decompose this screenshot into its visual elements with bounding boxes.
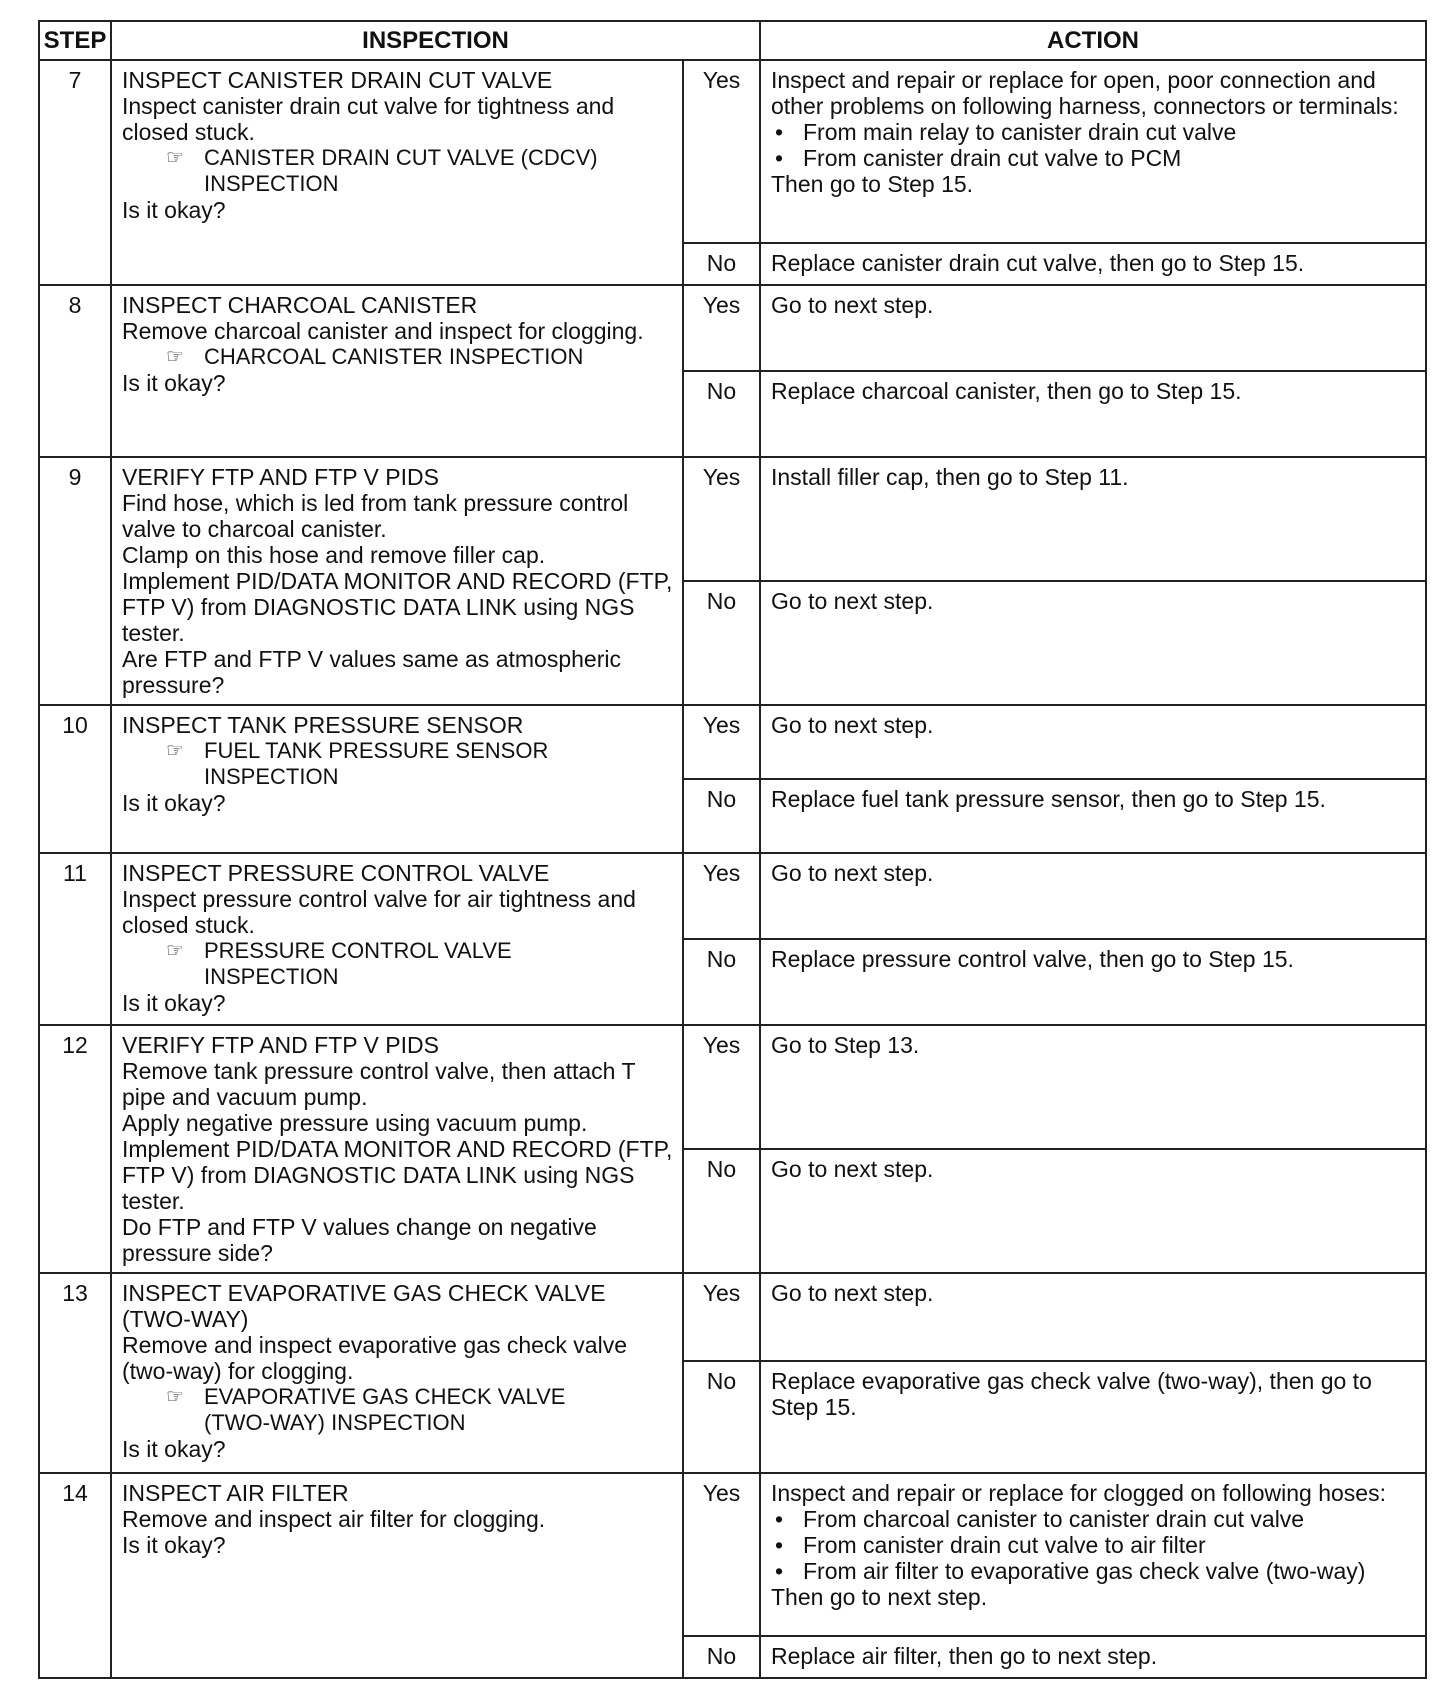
inspection-question: Is it okay? (122, 197, 226, 223)
bullet-item (771, 145, 1415, 171)
step-number: 12 (39, 1025, 111, 1273)
yes-label: Yes (683, 705, 760, 779)
inspection-instructions: Remove tank pressure control valve, then attach T pipe and vacuum pump. Apply negative pressure using vacuum pump. Implement PID/DATA MONITOR AND RECORD (FTP, FTP V) from DIAGNOSTIC DATA LINK using NGS tester. Do FTP and FTP V values change on negative pressure side? (122, 1058, 673, 1266)
inspection-title: VERIFY FTP AND FTP V PIDS (122, 1032, 439, 1058)
yes-action (760, 1473, 1426, 1636)
yes-label: Yes (683, 853, 760, 939)
table-row (39, 1025, 1426, 1149)
table-row (39, 705, 1426, 779)
table-header-row (39, 21, 1426, 60)
bullet-text: From air filter to evaporative gas check valve (two-way) (803, 1558, 1366, 1584)
yes-action (760, 457, 1426, 581)
yes-action (760, 853, 1426, 939)
yes-action (760, 705, 1426, 779)
step-number: 7 (39, 60, 111, 285)
pointing-hand-icon: ☞ (166, 740, 184, 762)
table-row (39, 1473, 1426, 1636)
yes-action-outro: Then go to Step 15. (771, 171, 974, 197)
inspection-question: Is it okay? (122, 1436, 226, 1462)
no-label: No (683, 243, 760, 285)
header-inspection: INSPECTION (111, 21, 760, 60)
reference-text: PRESSURE CONTROL VALVE INSPECTION (204, 938, 512, 989)
bullet-item (771, 1558, 1415, 1584)
inspection-instructions: Remove charcoal canister and inspect for clogging. (122, 318, 644, 344)
table-row (39, 457, 1426, 581)
pointing-hand-icon: ☞ (166, 147, 184, 169)
yes-action-text: Install filler cap, then go to Step 11. (771, 464, 1129, 490)
inspection-question: Is it okay? (122, 990, 226, 1016)
no-action: Replace charcoal canister, then go to Step 15. (760, 371, 1426, 457)
inspection-question: Is it okay? (122, 370, 226, 396)
inspection-cell (111, 705, 683, 853)
no-action: Replace canister drain cut valve, then go to Step 15. (760, 243, 1426, 285)
no-label: No (683, 371, 760, 457)
inspection-cell (111, 60, 683, 285)
bullet-item (771, 119, 1415, 145)
yes-action-text: Go to next step. (771, 1280, 934, 1306)
step-number: 9 (39, 457, 111, 705)
inspection-title: INSPECT CHARCOAL CANISTER (122, 292, 478, 318)
no-label: No (683, 1149, 760, 1273)
table-row (39, 285, 1426, 371)
yes-action (760, 285, 1426, 371)
reference-text: CHARCOAL CANISTER INSPECTION (204, 344, 584, 369)
inspection-title: INSPECT AIR FILTER (122, 1480, 349, 1506)
no-action: Replace fuel tank pressure sensor, then go to Step 15. (760, 779, 1426, 853)
no-action: Go to next step. (760, 1149, 1426, 1273)
yes-action (760, 1273, 1426, 1361)
bullet-text: From canister drain cut valve to air filter (803, 1532, 1206, 1558)
yes-action-text: Inspect and repair or replace for clogged on following hoses: (771, 1480, 1386, 1506)
yes-action-text: Go to Step 13. (771, 1032, 920, 1058)
yes-label: Yes (683, 60, 760, 243)
diagnostic-procedure-table (38, 20, 1427, 1679)
yes-action (760, 60, 1426, 243)
pointing-hand-icon: ☞ (166, 1386, 184, 1408)
inspection-cell (111, 853, 683, 1025)
bullet-text: From charcoal canister to canister drain cut valve (803, 1506, 1305, 1532)
step-number: 14 (39, 1473, 111, 1678)
no-action: Replace evaporative gas check valve (two-way), then go to Step 15. (760, 1361, 1426, 1473)
inspection-cell (111, 457, 683, 705)
reference-link (122, 344, 674, 370)
reference-text: EVAPORATIVE GAS CHECK VALVE (TWO-WAY) INSPECTION (204, 1384, 566, 1435)
inspection-title: VERIFY FTP AND FTP V PIDS (122, 464, 439, 490)
bullet-text: From canister drain cut valve to PCM (803, 145, 1182, 171)
inspection-cell (111, 285, 683, 457)
bullet-icon: • (775, 145, 784, 171)
table-body (39, 60, 1426, 1678)
bullet-item (771, 1506, 1415, 1532)
bullet-icon: • (775, 1506, 784, 1532)
bullet-icon: • (775, 1532, 784, 1558)
header-action: ACTION (760, 21, 1426, 60)
yes-action-text: Go to next step. (771, 860, 934, 886)
no-label: No (683, 1636, 760, 1678)
inspection-instructions: Inspect pressure control valve for air tightness and closed stuck. (122, 886, 636, 938)
yes-action-outro: Then go to next step. (771, 1584, 988, 1610)
inspection-instructions: Inspect canister drain cut valve for tightness and closed stuck. (122, 93, 615, 145)
pointing-hand-icon: ☞ (166, 346, 184, 368)
no-label: No (683, 581, 760, 705)
inspection-instructions: Find hose, which is led from tank pressure control valve to charcoal canister. Clamp on this hose and remove filler cap. Implement PID/DATA MONITOR AND RECORD (FTP, FTP V) from DIAGNOSTIC DATA LINK using NGS tester. Are FTP and FTP V values same as atmospheric pressure? (122, 490, 673, 698)
bullet-item (771, 1532, 1415, 1558)
inspection-cell (111, 1473, 683, 1678)
table-row (39, 1273, 1426, 1361)
inspection-cell (111, 1273, 683, 1473)
inspection-instructions: Remove and inspect air filter for clogging. Is it okay? (122, 1506, 546, 1558)
step-number: 10 (39, 705, 111, 853)
yes-action-text: Go to next step. (771, 712, 934, 738)
reference-link (122, 145, 674, 197)
inspection-question: Is it okay? (122, 790, 226, 816)
inspection-cell (111, 1025, 683, 1273)
no-action: Replace air filter, then go to next step. (760, 1636, 1426, 1678)
yes-label: Yes (683, 1025, 760, 1149)
table-row (39, 853, 1426, 939)
no-label: No (683, 1361, 760, 1473)
yes-label: Yes (683, 1473, 760, 1636)
inspection-title: INSPECT CANISTER DRAIN CUT VALVE (122, 67, 553, 93)
reference-link (122, 938, 674, 990)
reference-text: CANISTER DRAIN CUT VALVE (CDCV) INSPECTION (204, 145, 598, 196)
reference-link (122, 738, 674, 790)
no-label: No (683, 939, 760, 1025)
yes-action (760, 1025, 1426, 1149)
bullet-icon: • (775, 119, 784, 145)
step-number: 11 (39, 853, 111, 1025)
inspection-title: INSPECT EVAPORATIVE GAS CHECK VALVE (TWO-WAY) (122, 1280, 606, 1332)
inspection-title: INSPECT TANK PRESSURE SENSOR (122, 712, 524, 738)
yes-label: Yes (683, 285, 760, 371)
bullet-icon: • (775, 1558, 784, 1584)
step-number: 13 (39, 1273, 111, 1473)
no-action: Replace pressure control valve, then go to Step 15. (760, 939, 1426, 1025)
step-number: 8 (39, 285, 111, 457)
table-row (39, 60, 1426, 243)
reference-link (122, 1384, 674, 1436)
reference-text: FUEL TANK PRESSURE SENSOR INSPECTION (204, 738, 549, 789)
inspection-instructions: Remove and inspect evaporative gas check valve (two-way) for clogging. (122, 1332, 628, 1384)
yes-label: Yes (683, 1273, 760, 1361)
yes-action-text: Go to next step. (771, 292, 934, 318)
yes-action-text: Inspect and repair or replace for open, poor connection and other problems on following harness, connectors or terminals: (771, 67, 1399, 119)
inspection-title: INSPECT PRESSURE CONTROL VALVE (122, 860, 550, 886)
yes-label: Yes (683, 457, 760, 581)
header-step: STEP (39, 21, 111, 60)
bullet-text: From main relay to canister drain cut valve (803, 119, 1237, 145)
pointing-hand-icon: ☞ (166, 940, 184, 962)
no-action: Go to next step. (760, 581, 1426, 705)
no-label: No (683, 779, 760, 853)
